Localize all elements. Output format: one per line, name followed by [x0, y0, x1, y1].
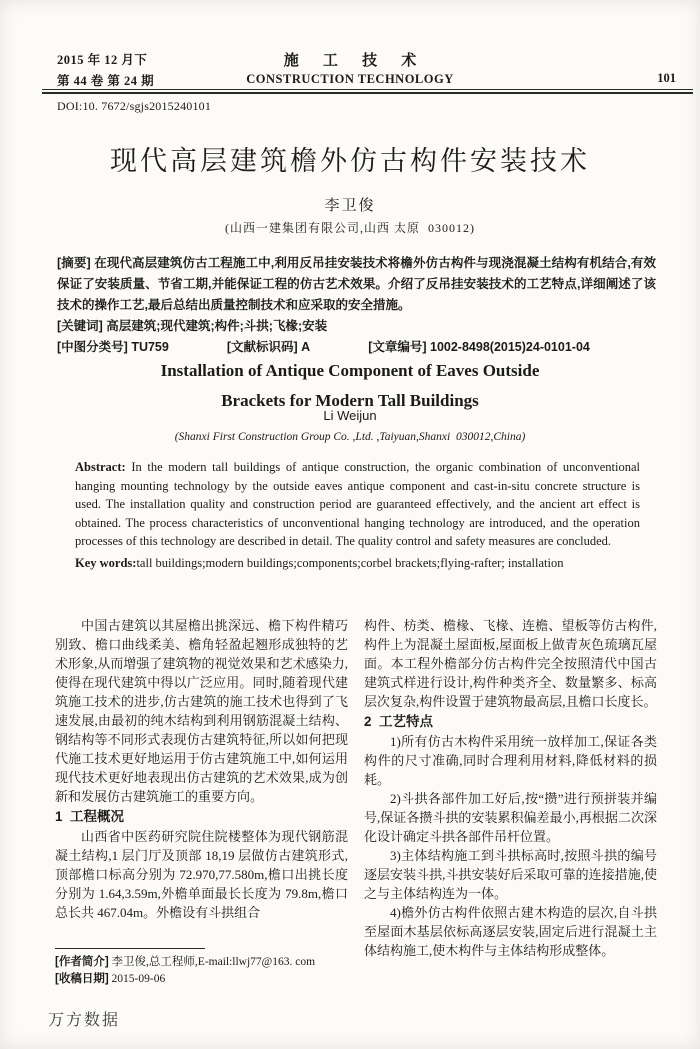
section-heading-2: 2 工艺特点: [364, 714, 434, 729]
header-date-line: 2015 年 12 月下: [57, 53, 148, 67]
clc-pair: [57, 337, 169, 358]
cn-abstract: [57, 253, 656, 316]
section-heading-1: 1 工程概况: [55, 809, 125, 824]
author-bio-line: [55, 954, 355, 971]
header-rule-thick: [42, 92, 693, 94]
paragraph-feature-3: 3)主体结构施工到斗拱标高时,按照斗拱的编号逐层安装斗拱,斗拱安装好后采取可靠的连接措施,使之与主体结构连为一体。: [364, 848, 657, 901]
author-bio-text: 李卫俊,总工程师,E-mail:llwj77@163. com: [108, 956, 316, 968]
doc-code-pair: [227, 337, 310, 358]
footnote-block: [55, 948, 355, 988]
body-columns: [55, 616, 657, 960]
cn-meta-block: [57, 253, 656, 358]
article-id-label: [文章编号]: [368, 340, 427, 354]
footnote-rule: [55, 948, 205, 949]
cn-keywords-text: 高层建筑;现代建筑;构件;斗拱;飞椽;安装: [102, 319, 328, 333]
wanfang-watermark: 万方数据: [48, 1012, 121, 1029]
received-date-text: 2015-09-06: [108, 973, 166, 985]
left-column: [55, 616, 348, 960]
header-rule-thin: [42, 89, 693, 90]
received-date-label: [收稿日期]: [55, 973, 109, 985]
paragraph-feature-4: 4)檐外仿古构件依照古建木构造的层次,自斗拱至屋面木基层依标高逐层安装,固定后进行混凝土主体结构施工,使木构件与主体结构形成整体。: [364, 905, 657, 958]
cn-abstract-text: 在现代高层建筑仿古工程施工中,利用反吊挂安装技术将檐外仿古构件与现浇混凝土结构有机结合,有效保证了安装质量、节省工期,并能保证工程的仿古艺术效果。介绍了反吊挂安装技术的工艺特点,详细阐述了该技术的操作工艺,最后总结出质量控制技术和应采取的安全措施。: [57, 256, 657, 312]
header-issue-line: 第 44 卷 第 24 期: [57, 74, 155, 88]
en-keywords: [75, 554, 640, 573]
author-affiliation-en: (Shanxi First Construction Group Co. ,Ltd. ,Taiyuan,Shanxi 030012,China): [174, 431, 526, 443]
paragraph-feature-2: 2)斗拱各部件加工好后,按“攒”进行预拼装并编号,保证各攒斗拱的安装累积偏差最小,再根据二次深化设计确定斗拱各部件吊杆位置。: [364, 791, 657, 844]
clc-label: [中图分类号]: [57, 340, 128, 354]
clc-value: TU759: [131, 340, 169, 354]
author-name-cn: 李卫俊: [324, 198, 376, 214]
doc-code-value: A: [301, 340, 311, 354]
paragraph-feature-1: 1)所有仿古木构件采用统一放样加工,保证各类构件的尺寸准确,同时合理利用材料,降低材料的损耗。: [364, 734, 657, 787]
paragraph-overview: 山西省中医药研究院住院楼整体为现代钢筋混凝土结构,1 层门厅及顶部 18,19 层做仿古建筑形式,顶部檐口标高分别为 72.970,77.580m,檐口出挑长度分别为 1.64,3.59m,外檐单面最长长度为 79.8m,檐口总长共 467.04m。外檐设有斗拱组合: [55, 829, 348, 920]
paragraph-intro: 中国古建筑以其屋檐出挑深远、檐下构件精巧别致、檐口曲线柔美、檐角轻盈起翘形成独特的艺术形象,从而增强了建筑物的视觉效果和艺术感染力,使得在现代建筑中得以广泛应用。同时,随着现代建筑施工技术的进步,仿古建筑的施工技术也得到了飞速发展,由最初的纯木结构到利用钢筋混凝土结构、钢结构等不同形式表现仿古建筑特征,所以如何把现代施工技术更好地运用于仿古建筑施工中,如何运用现代技术更好地表现出仿古建筑的艺术效果,成为创新和发展仿古建筑施工的重要方向。: [55, 618, 348, 804]
en-abstract-label: Abstract:: [75, 460, 126, 474]
author-affiliation-cn: (山西一建集团有限公司,山西 太原 030012): [225, 221, 475, 235]
paper-title-cn: 现代高层建筑檐外仿古构件安装技术: [110, 146, 590, 176]
en-keywords-text: tall buildings;modern buildings;components;corbel brackets;flying-rafter; installation: [136, 555, 564, 570]
author-bio-label: [作者简介]: [55, 956, 109, 968]
en-keywords-label: Key words:: [75, 555, 137, 570]
en-abstract: [75, 458, 640, 551]
en-abstract-block: [75, 458, 640, 573]
doc-code-label: [文献标识码]: [226, 340, 298, 354]
journal-title-cn: 施 工 技 术: [283, 52, 427, 69]
article-id-pair: [368, 337, 590, 358]
right-column: [364, 616, 657, 960]
paper-title-en: [0, 356, 700, 416]
author-name-en: Li Weijun: [323, 408, 377, 423]
cn-classification-row: [57, 337, 656, 358]
cn-abstract-label: [摘要]: [57, 256, 91, 270]
paper-title-en-line2: Brackets for Modern Tall Buildings: [221, 391, 479, 410]
doi-line: DOI:10. 7672/sgjs2015240101: [57, 99, 212, 113]
paragraph-overview-cont: 构件、枋类、檐椽、飞椽、连檐、望板等仿古构件,构件上为混凝土屋面板,屋面板上做青灰色琉璃瓦屋面。本工程外檐部分仿古构件完全按照清代中国古建筑式样进行设计,构件种类齐全、数量繁多、标高层次复杂,构件设置于建筑物最高层,且檐口长度长。: [364, 618, 657, 709]
cn-keywords-label: [关键词]: [57, 319, 103, 333]
page-number: 101: [657, 71, 676, 85]
article-id-value: 1002-8498(2015)24-0101-04: [430, 340, 590, 354]
cn-keywords: [57, 316, 656, 337]
journal-title-en: CONSTRUCTION TECHNOLOGY: [246, 72, 454, 86]
paper-title-en-line1: Installation of Antique Component of Eaves Outside: [160, 361, 540, 380]
en-abstract-text: In the modern tall buildings of antique construction, the organic combination of unconventional hanging mounting technology by the outside eaves antique component and cast-in-situ concrete structure is used. The installation quality and construction period are guaranteed effectively, and the ancient art effect is obtained. The process characteristics of unconventional hanging technology are introduced, and the operation processes of this technology are described in detail. The quality control and safety measures are concluded.: [75, 460, 640, 549]
received-date-line: [55, 971, 355, 988]
